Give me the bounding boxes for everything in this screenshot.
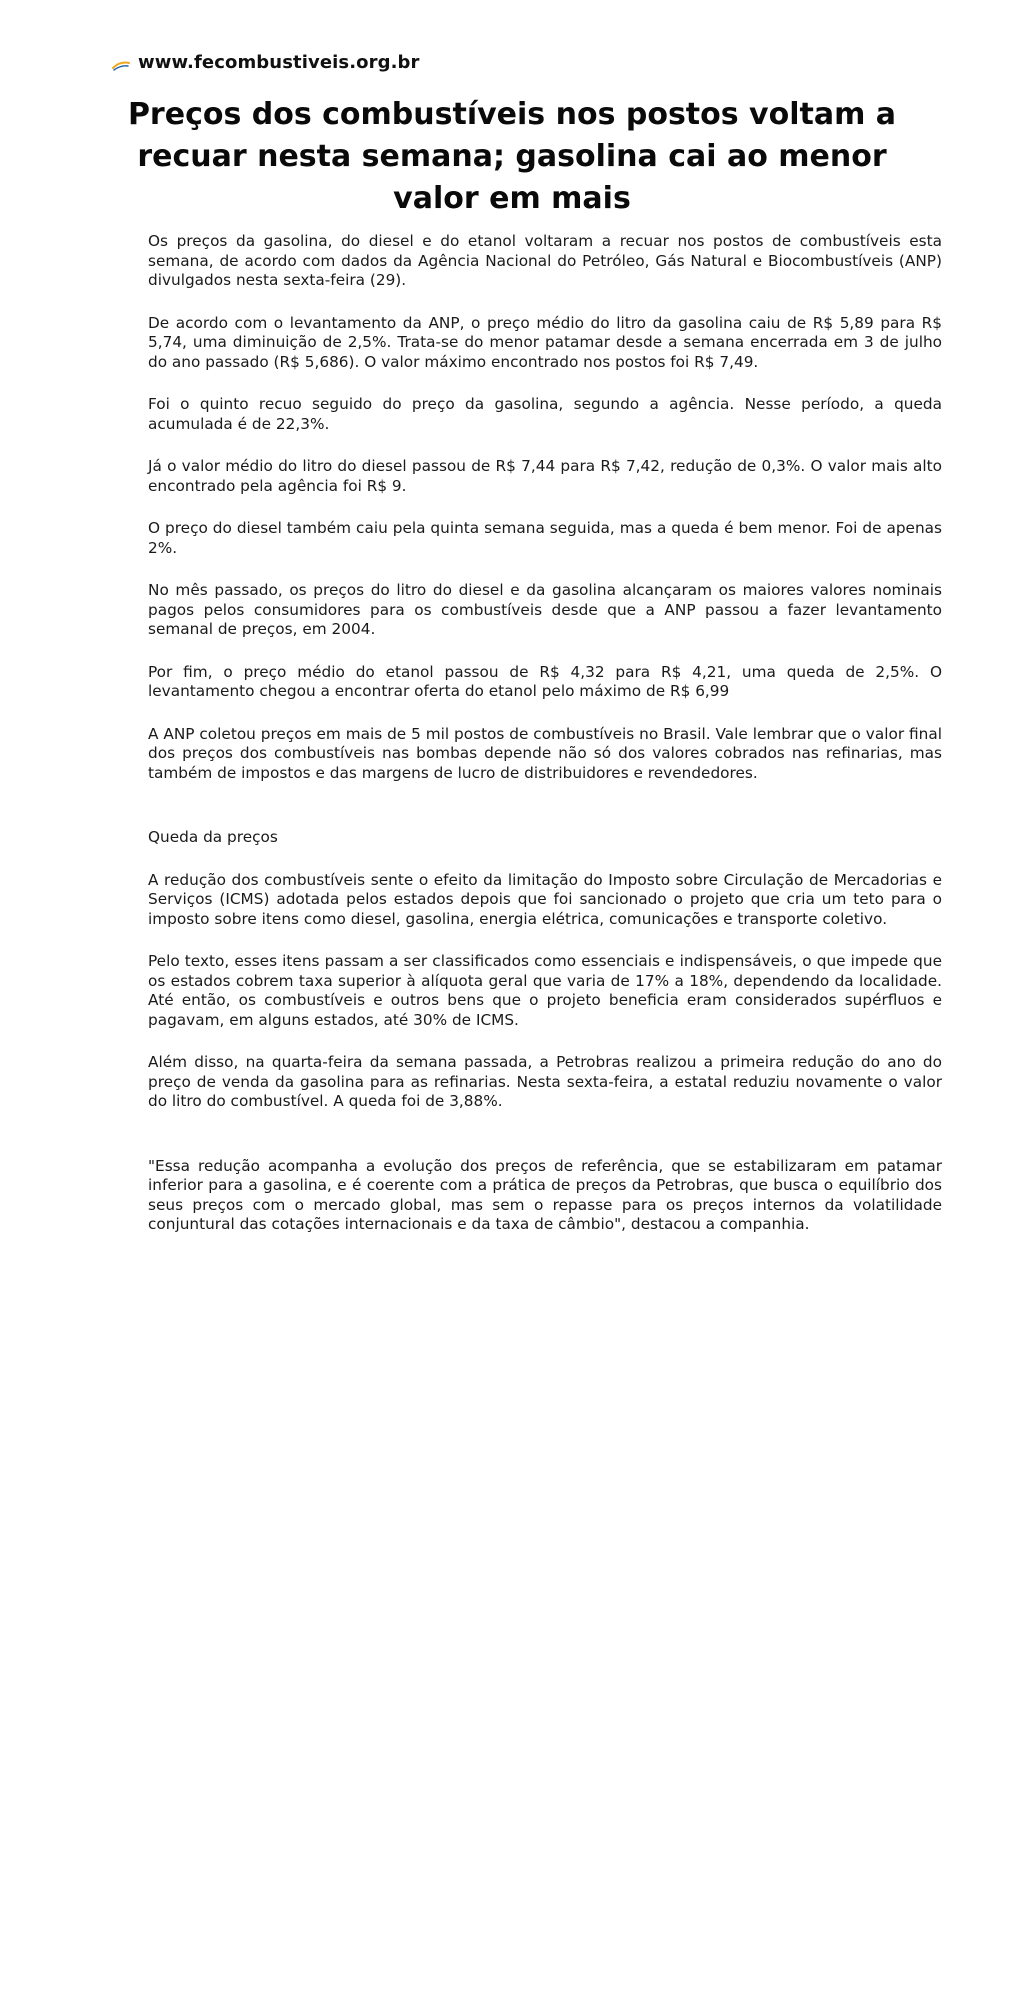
article-paragraph: Já o valor médio do litro do diesel passou de R$ 7,44 para R$ 7,42, redução de 0,3%. O valor mais alto encontrado pela agência foi R$ 9.	[148, 457, 942, 495]
section-heading: Queda da preços	[148, 828, 278, 846]
site-header	[112, 52, 419, 73]
article-paragraph: A ANP coletou preços em mais de 5 mil postos de combustíveis no Brasil. Vale lembrar que o valor final dos preços dos combustíveis nas bombas depende não só dos valores cobrados nas refinarias, mas também de impostos e das margens de lucro de distribuidores e revendedores.	[148, 724, 942, 782]
article-paragraph: No mês passado, os preços do litro do diesel e da gasolina alcançaram os maiores valores nominais pagos pelos consumidores para os combustíveis desde que a ANP passou a fazer levantamento semanal de preços, em 2004.	[148, 581, 942, 638]
article-title: Preços dos combustíveis nos postos voltam a recuar nesta semana; gasolina cai ao menor valor em mais	[127, 97, 897, 216]
article-paragraph: Pelo texto, esses itens passam a ser classificados como essenciais e indispensáveis, o que impede que os estados cobrem taxa superior à alíquota geral que varia de 17% a 18%, dependendo da localidade. Até então, os combustíveis e outros bens que o projeto beneficia eram considerados supérfluos e pagavam, em alguns estados, até 30% de ICMS.	[148, 952, 942, 1029]
article-paragraph: Foi o quinto recuo seguido do preço da gasolina, segundo a agência. Nesse período, a queda acumulada é de 22,3%.	[148, 395, 942, 433]
article-paragraph: O preço do diesel também caiu pela quinta semana seguida, mas a queda é bem menor. Foi de apenas 2%.	[148, 519, 942, 557]
article-body	[148, 232, 942, 1258]
article-paragraph: Os preços da gasolina, do diesel e do etanol voltaram a recuar nos postos de combustíveis esta semana, de acordo com dados da Agência Nacional do Petróleo, Gás Natural e Biocombustíveis (ANP) divulgados nesta sexta-feira (29).	[148, 232, 942, 289]
article-paragraph: A redução dos combustíveis sente o efeito da limitação do Imposto sobre Circulação de Mercadorias e Serviços (ICMS) adotada pelos estados depois que foi sancionado o projeto que cria um teto para o imposto sobre itens como diesel, gasolina, energia elétrica, comunicações e transporte coletivo.	[148, 870, 942, 928]
article-quote: "Essa redução acompanha a evolução dos preços de referência, que se estabilizaram em patamar inferior para a gasolina, e é coerente com a prática de preços da Petrobras, que busca o equilíbrio dos seus preços com o mercado global, mas sem o repasse para os preços internos da volatilidade conjuntural das cotações internacionais e da taxa de câmbio", destacou a companhia.	[148, 1156, 942, 1233]
fuel-swoosh-icon	[112, 57, 130, 69]
article-paragraph: Além disso, na quarta-feira da semana passada, a Petrobras realizou a primeira redução do ano do preço de venda da gasolina para as refinarias. Nesta sexta-feira, a estatal reduziu novamente o valor do litro do combustível. A queda foi de 3,88%.	[148, 1053, 942, 1110]
article-paragraph: De acordo com o levantamento da ANP, o preço médio do litro da gasolina caiu de R$ 5,89 para R$ 5,74, uma diminuição de 2,5%. Trata-se do menor patamar desde a semana encerrada em 3 de julho do ano passado (R$ 5,686). O valor máximo encontrado nos postos foi R$ 7,49.	[148, 313, 942, 371]
article-paragraph: Por fim, o preço médio do etanol passou de R$ 4,32 para R$ 4,21, uma queda de 2,5%. O levantamento chegou a encontrar oferta do etanol pelo máximo de R$ 6,99	[148, 662, 942, 700]
site-url: www.fecombustiveis.org.br	[138, 52, 420, 73]
